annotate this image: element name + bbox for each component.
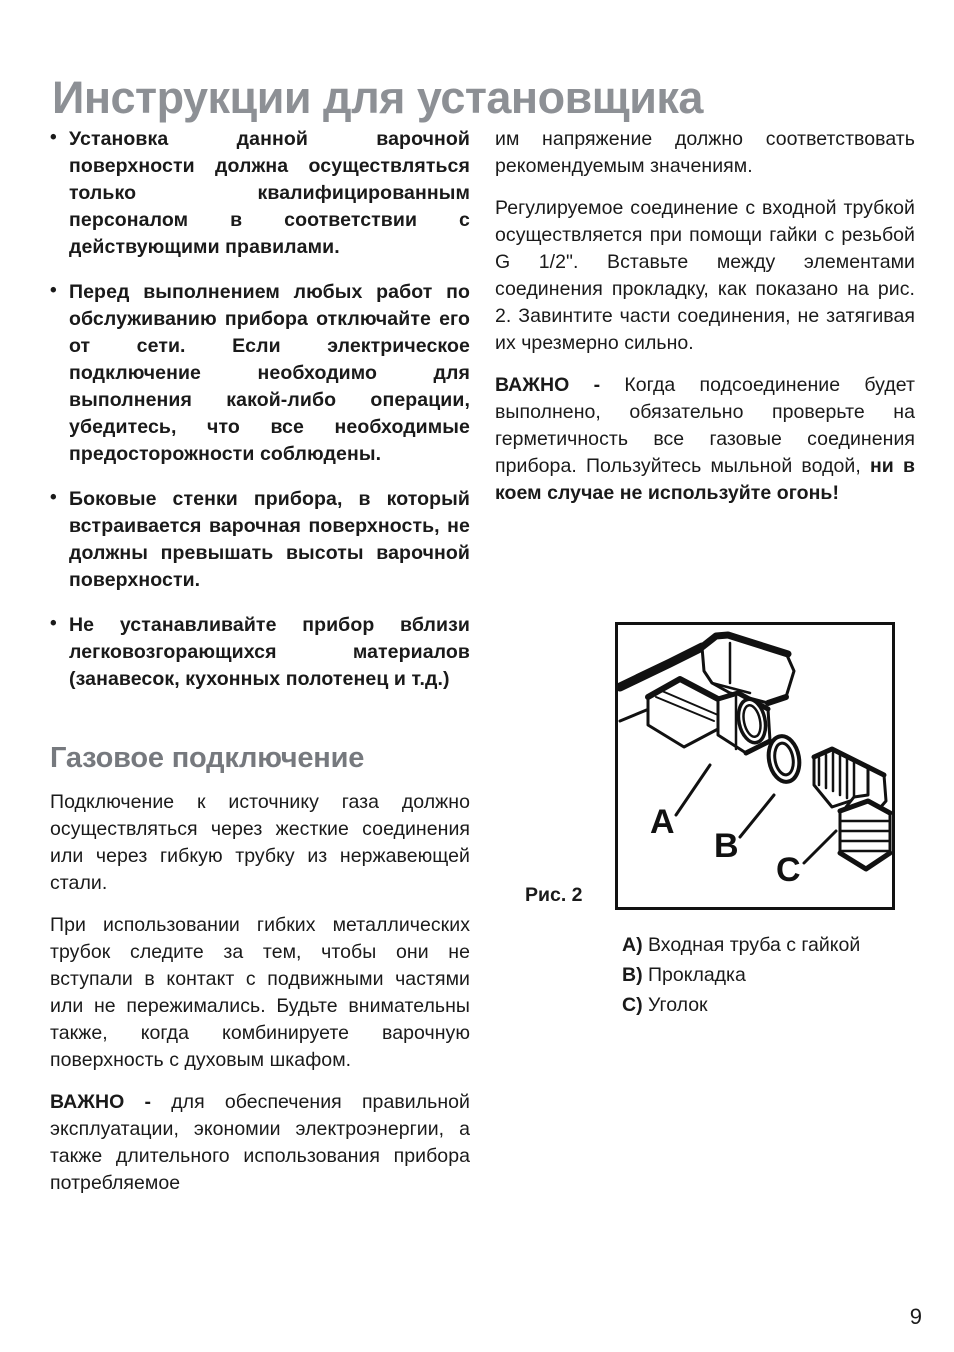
legend-text-a: Входная труба с гайкой xyxy=(642,934,861,956)
legend-key-b: B) xyxy=(622,964,643,987)
page-title: Инструкции для установщика xyxy=(52,72,703,124)
list-item: • Не устанавливайте прибор вблизи легковозгорающихся материалов (занавесок, кухонных полотенец и т.д.) xyxy=(48,612,470,693)
figure-caption: Рис. 2 xyxy=(525,884,583,906)
important-emphasis: ни в коем случае не используйте огонь! xyxy=(495,455,915,504)
paragraph: им напряжение должно соответствовать рекомендуемым значениям. xyxy=(495,128,915,177)
callout-b: B xyxy=(714,827,739,865)
paragraph: При использовании гибких металлических трубок следите за тем, чтобы они не вступали в контакт с подвижными частями или не пережимались. Будьте внимательны также, когда комбинируете варочную поверхность с духовым шкафом. xyxy=(50,913,470,1071)
important-note xyxy=(50,1089,470,1197)
legend-key-c: C) xyxy=(622,994,643,1017)
legend-text-c: Уголок xyxy=(642,994,708,1017)
important-body: для обеспечения правильной эксплуатации, экономии электроэнергии, а также длительного использования прибора потребляемое xyxy=(50,1090,470,1194)
paragraph: Регулируемое соединение с входной трубкой осуществляется при помощи гайки с резьбой G 1/2". Вставьте между элементами соединения прокладку, как показано на рис. 2. Завинтите части соединения, не затягивая их чрезмерно сильно. xyxy=(495,197,915,354)
page-number: 9 xyxy=(909,1304,922,1329)
important-label: ВАЖНО - xyxy=(50,1090,152,1113)
figure-image-frame xyxy=(615,622,895,910)
gas-connection-diagram xyxy=(618,625,892,907)
list-item: • Перед выполнением любых работ по обслуживанию прибора отключайте его от сети. Если электрическое подключение необходимо для выполнения какой-либо операции, убедитесь, что все необходимые предосторожности соблюдены. xyxy=(48,279,470,468)
figure-row xyxy=(495,618,915,914)
legend-key-a: A) xyxy=(622,934,643,956)
left-column xyxy=(48,126,470,1197)
installer-warnings-list xyxy=(48,126,470,693)
section-heading-gas-connection: Газовое подключение xyxy=(50,742,365,774)
list-item: • Установка данной варочной поверхности должна осуществляться только квалифицированным персоналом в соответствии с действующими правилами. xyxy=(48,126,470,261)
legend-item-a xyxy=(622,930,922,960)
callout-c: C xyxy=(776,851,801,889)
important-note xyxy=(495,372,915,507)
legend-item-c xyxy=(622,990,922,1020)
important-body: Когда подсоединение будет выполнено, обязательно проверьте на герметичность все газовые соединения прибора. Пользуйтесь мыльной водой, xyxy=(495,374,915,477)
legend-text-b: Прокладка xyxy=(642,964,746,987)
paragraph: Подключение к источнику газа должно осуществляться через жесткие соединения или через гибкую трубку из нержавеющей стали. xyxy=(50,790,470,894)
right-column xyxy=(495,126,915,507)
list-item: • Боковые стенки прибора, в который встраивается варочная поверхность, не должны превышать высоты варочной поверхности. xyxy=(48,486,470,594)
callout-a: A xyxy=(650,803,675,841)
legend-item-b xyxy=(622,960,922,990)
important-label: ВАЖНО - xyxy=(495,374,625,396)
figure-2-block xyxy=(495,618,915,1017)
figure-legend xyxy=(622,930,922,1021)
